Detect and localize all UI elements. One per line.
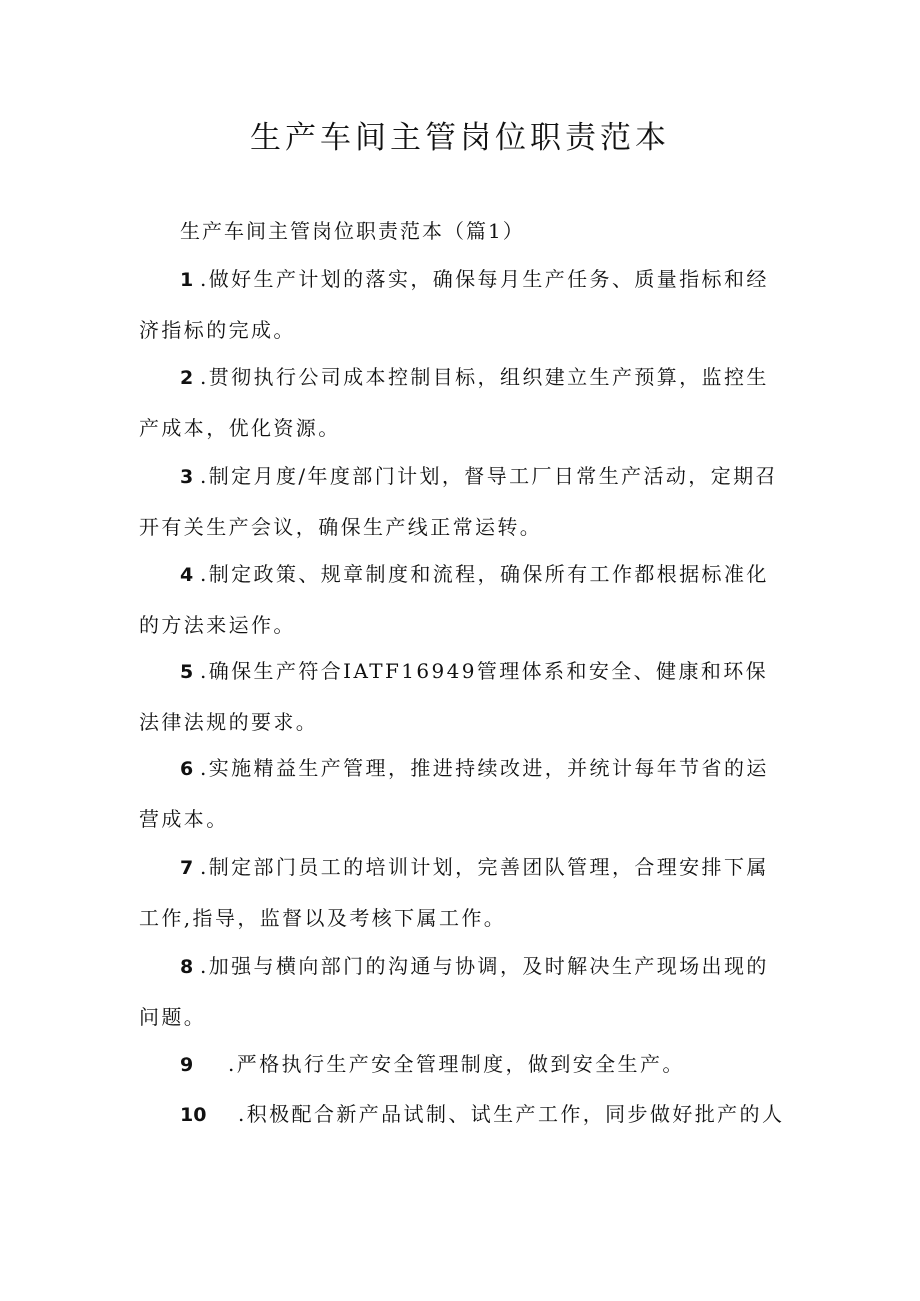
item-number: 10 (180, 1104, 207, 1126)
list-item (139, 646, 787, 747)
list-item (139, 254, 787, 355)
item-number: 8 (180, 956, 194, 978)
list-item (139, 549, 787, 650)
list-item (139, 743, 787, 844)
document-title: 生产车间主管岗位职责范本 (250, 120, 670, 156)
item-text: .加强与横向部门的沟通与协调，及时解决生产现场出现的问题。 (139, 954, 769, 1029)
item-text: .严格执行生产安全管理制度，做到安全生产。 (228, 1052, 685, 1076)
list-item (139, 1089, 787, 1140)
item-text: .积极配合新产品试制、试生产工作，同步做好批产的人 (238, 1102, 785, 1126)
item-number: 3 (180, 466, 194, 488)
item-text: .制定政策、规章制度和流程，确保所有工作都根据标准化的方法来运作。 (139, 562, 769, 637)
item-number: 6 (180, 758, 194, 780)
item-number: 1 (180, 269, 194, 291)
list-item (139, 352, 787, 453)
item-text: .制定部门员工的培训计划，完善团队管理，合理安排下属工作,指导，监督以及考核下属工作。 (139, 855, 769, 930)
item-text: .实施精益生产管理，推进持续改进，并统计每年节省的运营成本。 (139, 756, 769, 831)
item-number: 4 (180, 564, 194, 586)
item-text: .确保生产符合IATF16949管理体系和安全、健康和环保法律法规的要求。 (139, 659, 769, 734)
list-item (139, 842, 787, 943)
item-text: .贯彻执行公司成本控制目标，组织建立生产预算，监控生产成本，优化资源。 (139, 365, 769, 440)
item-number: 2 (180, 367, 194, 389)
item-number: 7 (180, 857, 194, 879)
list-item (139, 941, 787, 1042)
item-number: 9 (180, 1054, 194, 1076)
list-item (139, 451, 787, 552)
list-item (139, 1039, 787, 1090)
item-text: .制定月度/年度部门计划，督导工厂日常生产活动，定期召开有关生产会议，确保生产线正常运转。 (139, 464, 778, 539)
document-subtitle: 生产车间主管岗位职责范本（篇1） (180, 219, 525, 243)
item-text: .做好生产计划的落实，确保每月生产任务、质量指标和经济指标的完成。 (139, 267, 769, 342)
item-number: 5 (180, 661, 194, 683)
